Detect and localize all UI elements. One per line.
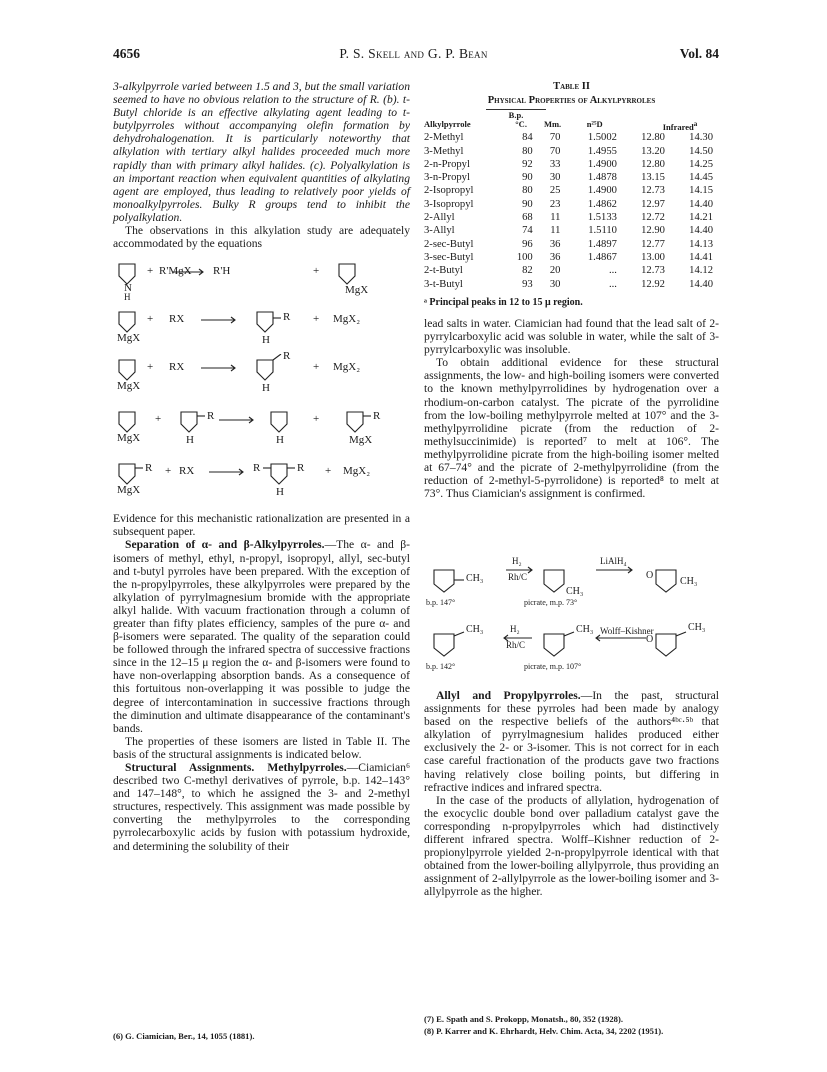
mgx-label: MgX [345, 284, 369, 297]
table-cell: 1.4955 [587, 145, 617, 157]
allyl-text: —In the past, structural assignments for these pyrroles had been made by analogy based on the respective beliefs of the authors⁴ᵇᶜ·⁵ᵇ that alkylation of pyrrylmagnesium halides produced either exclusively the 2- or 3-isomer. This is not correct for in each case careful fractionation of the products gave two fractions having relatively close boiling points, but differing in refractive indices and infrared spectra. [424, 689, 719, 794]
table-cell: 82 [522, 265, 533, 277]
mgx-label: MgX [117, 484, 141, 497]
equation-5: R MgX + RX R R H + MgX₂ [113, 458, 410, 498]
r-label: R [283, 350, 291, 363]
table-cell: 12.73 [641, 265, 665, 277]
lialh4-label: LiAlH₄ [600, 556, 627, 566]
table-cell: 12.72 [641, 212, 665, 224]
table-cell: 90 [522, 198, 533, 210]
table-cell: 11 [550, 225, 561, 237]
mgx-label: MgX [117, 380, 141, 393]
col-alkylpyrrole: Alkylpyrrole [424, 119, 471, 129]
r-label: R [145, 462, 153, 475]
r-label: R [253, 462, 261, 475]
wolff-kishner-label: Wolff–Kishner [600, 626, 654, 636]
table-cell: 1.4900 [587, 158, 617, 170]
h-label: H [262, 382, 270, 395]
table-row [424, 251, 719, 264]
bp-group-header: B.p. [486, 109, 546, 120]
table-cell: 13.15 [641, 172, 665, 184]
table-cell: 2-n-Propyl [424, 158, 470, 170]
equation-3: MgX + RX R H + MgX₂ [113, 354, 410, 394]
equation-4: MgX + R H H + R MgX [113, 406, 410, 446]
table-cell: 12.90 [641, 225, 665, 237]
table-cell: 13.20 [641, 145, 665, 157]
table-footnote: ᵃ Principal peaks in 12 to 15 μ region. [424, 297, 583, 308]
table-cell: 23 [549, 198, 561, 210]
footnote-6: (6) G. Ciamician, Ber., 14, 1055 (1881). [113, 1031, 255, 1041]
infrared-footnote-marker: a [693, 120, 698, 128]
h-label: H [276, 434, 284, 447]
h2-label: H₂ [512, 556, 522, 566]
col-refractive: n²⁵D [586, 119, 603, 129]
table-cell: 84 [522, 132, 533, 144]
table-cell: 100 [516, 251, 533, 263]
table-cell: 14.40 [689, 278, 713, 290]
table-row [424, 131, 719, 144]
properties-paragraph: The properties of these isomers are listed in Table II. The basis of the structural assignments is indicated below. [113, 734, 410, 761]
table-cell: 1.4900 [587, 185, 617, 197]
o-label: O [646, 570, 654, 581]
bp-142-label: b.p. 142° [426, 662, 456, 671]
right-column-upper [424, 317, 719, 500]
table-row [424, 171, 719, 184]
table-cell: 12.80 [641, 158, 665, 170]
bp-147-label: b.p. 147° [426, 598, 456, 607]
table-row [424, 238, 719, 251]
r-label: R [373, 410, 381, 423]
rhc-label: Rh/C [506, 640, 526, 650]
table-cell: 14.45 [689, 172, 713, 184]
mgx2-label: MgX₂ [333, 313, 361, 326]
table-cell: 14.41 [689, 251, 713, 263]
table-cell: 25 [549, 185, 561, 197]
r-label: R [283, 311, 291, 324]
table-cell: 93 [522, 278, 533, 290]
rx-reagent: RX [169, 361, 185, 374]
ch3-label: CH₃ [680, 576, 698, 587]
table-row [424, 145, 719, 158]
mgx-label: MgX [349, 434, 373, 447]
table-cell: 2-Isopropyl [424, 185, 474, 197]
table-cell: 2-Methyl [424, 132, 464, 144]
table-cell: 3-sec-Butyl [424, 251, 474, 263]
italic-paragraph: 3-alkylpyrrole varied between 1.5 and 3, but the small variation seemed to have no obvious relation to the structure of R. (b). t-Butyl chloride is an effective alkylating agent leading to t-butylpyrroles without accompanying olefin formation by dehydrohalogenation. It is particularly noteworthy that alkylation with tertiary alkyl halides proceeded much more rapidly than with primary alkyl halides. (c). Polyalkylation is an important reaction when equivalent quantities of alkylating agent are employed, thus leading to relatively poor yields of monoalkylpyrroles. Bulky R groups tend to inhibit the polyalkylation. [113, 80, 410, 224]
table-cell: 3-Methyl [424, 145, 464, 157]
case-paragraph: In the case of the products of allylation, hydrogenation of the exocyclic double bond over palladium catalyst gave the corresponding n-propylpyrroles which had distinctively different infrared spectra. Wolff–Kishner reduction of 2-propionylpyrrole yielded 2-n-propylpyrrole identical with that obtained from the lower-boiling allylpyrrole, thus providing an assignment of 2-allylpyrrole as the lower-boiling isomer and 3-allylpyrrole as the higher. [424, 793, 719, 899]
right-column-lower [424, 689, 719, 899]
mgx-label: MgX [117, 332, 141, 345]
table-row [424, 184, 719, 197]
h2-label: H₂ [510, 624, 520, 634]
volume-label: Vol. 84 [679, 46, 719, 61]
table-cell: 12.80 [641, 132, 665, 144]
col-bp-c: °C. [515, 119, 527, 129]
separation-heading: Separation of α- and β-Alkylpyrroles. [125, 538, 325, 552]
obtain-paragraph: To obtain additional evidence for these structural assignments, the low- and high-boiling isomers were converted to the known methylpyrrolidines by hydrogenation over a rhodium-on-carbon catalyst. The picrate of the pyrrolidine from the low-boiling methylpyrrole melted at 107° and the 3-methylpyrrolidine picrate (from the reduction of 2-methylsuccinimide) is reported⁷ to melt at 106°. The methylpyrrolidine picrate from the high-boiling isomer melted at 67–74° and the picrate of 2-methylpyrrolidine (from the reduction of 2-methyl-5-pyrrolidone) is reported⁸ to melt at 73°. Thus Ciamician's assignment is confirmed. [424, 356, 719, 501]
rx-reagent: RX [169, 313, 185, 326]
table-title: Physical Properties of Alkylpyrroles [487, 95, 656, 106]
table-row [424, 278, 719, 291]
table-cell: 14.25 [689, 158, 713, 170]
lead-paragraph: lead salts in water. Ciamician had found that the lead salt of 2-pyrrylcarboxylic acid was soluble in water, while the salt of 3-pyrrylcarboxylic was insoluble. [424, 317, 719, 357]
table-cell: 2-sec-Butyl [424, 238, 474, 250]
table-cell: 80 [522, 145, 533, 157]
table-cell: 14.50 [689, 145, 713, 157]
table-label: Table II [553, 81, 590, 92]
structural-heading: Structural Assignments. Methylpyrroles. [125, 761, 347, 774]
properties-table [424, 118, 719, 291]
table-cell: 12.77 [641, 238, 665, 250]
r-label: R [297, 462, 305, 475]
running-head-authors: P. S. Skell and G. P. Bean [339, 46, 488, 61]
page-number: 4656 [113, 46, 140, 61]
evidence-paragraph: Evidence for this mechanistic rationalization are presented in a subsequent paper. [113, 512, 410, 539]
table-cell: 68 [522, 212, 533, 224]
h-label: H [124, 292, 131, 303]
mgx2-label: MgX₂ [343, 465, 371, 478]
table-cell: 90 [522, 172, 533, 184]
infrared-header: Infrared [662, 121, 694, 132]
structural-text: —Ciamician⁶ described two C-methyl derivatives of pyrrole, b.p. 142–143° and 147–148°, to which he assigned the 3- and 2-methyl structures, respectively. This assignment was made possible by converting the methylpyrroles to the corresponding pyrrolecarboxylic acids by fusion with potassium hydroxide, and determining the solubility of their [113, 761, 410, 853]
ch3-label: CH₃ [466, 624, 484, 635]
table-cell: ... [609, 278, 617, 290]
table-cell: 30 [549, 172, 561, 184]
h-label: H [186, 434, 194, 447]
table-cell: 3-n-Propyl [424, 172, 470, 184]
table-cell: 1.4867 [587, 251, 617, 263]
table-cell: 36 [549, 238, 561, 250]
ch3-label: CH₃ [566, 586, 584, 597]
n-label: N [124, 282, 132, 295]
ch3-label: CH₃ [688, 622, 706, 633]
left-column [113, 80, 410, 853]
table-cell: 74 [522, 225, 533, 237]
table-cell: 2-Allyl [424, 212, 455, 224]
footnote-7: (7) E. Spath and S. Prokopp, Monatsh., 80, 352 (1928). [424, 1014, 623, 1024]
table-header-row [424, 118, 719, 131]
table-row [424, 211, 719, 224]
table-cell: 14.30 [689, 132, 713, 144]
table-cell: 14.15 [689, 185, 713, 197]
hydrogenation-scheme [424, 556, 724, 676]
table-cell: 14.40 [689, 198, 713, 210]
table-cell: ... [609, 265, 617, 277]
alkylation-equations [113, 258, 410, 506]
table-cell: 14.12 [689, 265, 713, 277]
r-label: R [207, 410, 215, 423]
separation-text: —The α- and β-isomers of methyl, ethyl, n-propyl, isopropyl, allyl, sec-butyl and t-butyl pyrroles have been prepared. With the exception of the n-propylpyrroles, these alkylpyrroles were prepared by the alkylation of pyrrylmagnesium bromide with the appropriate alkyl halide. With vacuum fractionation through a column of greater than fifty plates efficiency, samples of the pure α- and β-isomers were separated. The quality of the separation could be followed through the infrared spectra of successive fractions since in the 12–15 μ region the α- and β-isomers were found to have non-overlapping absorption bands. As a consequence of this fortuitous non-overlapping it was possible to judge the degree of intercontamination in successive fractions through the diminution and ultimate disappearance of the contaminant's bands. [113, 538, 410, 735]
table-cell: 14.40 [689, 225, 713, 237]
rx-reagent: RX [179, 465, 195, 478]
table-cell: 11 [550, 212, 561, 224]
table-cell: 14.21 [689, 212, 713, 224]
picrate-73-label: picrate, m.p. 73° [524, 598, 578, 607]
table-cell: 1.5110 [588, 225, 617, 237]
h-label: H [262, 334, 270, 347]
table-cell: 1.5133 [587, 212, 617, 224]
table-cell: 1.4878 [587, 172, 617, 184]
table-cell: 12.97 [641, 198, 665, 210]
table-cell: 1.4862 [587, 198, 617, 210]
mgx2-label: MgX₂ [333, 361, 361, 374]
h-label: H [276, 486, 284, 499]
table-cell: 36 [549, 251, 561, 263]
table-row [424, 198, 719, 211]
table-cell: 92 [522, 158, 533, 170]
picrate-107-label: picrate, m.p. 107° [524, 662, 582, 671]
rh-product: R'H [213, 265, 231, 278]
table-cell: 96 [522, 238, 533, 250]
col-bp-mm: Mm. [543, 119, 562, 129]
table-cell: 70 [549, 132, 561, 144]
table-cell: 2-t-Butyl [424, 265, 463, 277]
rhc-label: Rh/C [508, 572, 528, 582]
table-cell: 3-t-Butyl [424, 278, 463, 290]
observations-paragraph: The observations in this alkylation study are adequately accommodated by the equations [113, 224, 410, 251]
table-cell: 30 [549, 278, 561, 290]
col-infrared-spacer [623, 118, 719, 131]
table-cell: 1.4897 [587, 238, 617, 250]
allyl-heading: Allyl and Propylpyrroles. [436, 689, 581, 702]
table-cell: 13.00 [641, 251, 665, 263]
ch3-label: CH₃ [576, 624, 594, 635]
table-row [424, 158, 719, 171]
ch3-label: CH₃ [466, 573, 484, 584]
table-cell: 12.73 [641, 185, 665, 197]
table-cell: 1.5002 [587, 132, 617, 144]
o-label: O [646, 634, 654, 645]
table-cell: 20 [549, 265, 561, 277]
table-cell: 3-Isopropyl [424, 198, 474, 210]
footnote-8: (8) P. Karrer and K. Ehrhardt, Helv. Chim. Acta, 34, 2202 (1951). [424, 1026, 664, 1036]
table-caption [424, 80, 719, 108]
table-row [424, 264, 719, 277]
table-cell: 12.92 [641, 278, 665, 290]
table-cell: 3-Allyl [424, 225, 455, 237]
rmgx-reagent: R'MgX [159, 265, 192, 278]
table-cell: 14.13 [689, 238, 713, 250]
mgx-label: MgX [117, 432, 141, 445]
equation-2: MgX + RX R H + MgX₂ [113, 306, 410, 346]
equation-1: N H + R'MgX R'H + MgX [113, 258, 410, 298]
table-row [424, 224, 719, 237]
table-cell: 70 [549, 145, 561, 157]
table-cell: 80 [522, 185, 533, 197]
table-body [424, 131, 719, 291]
table-cell: 33 [549, 158, 561, 170]
